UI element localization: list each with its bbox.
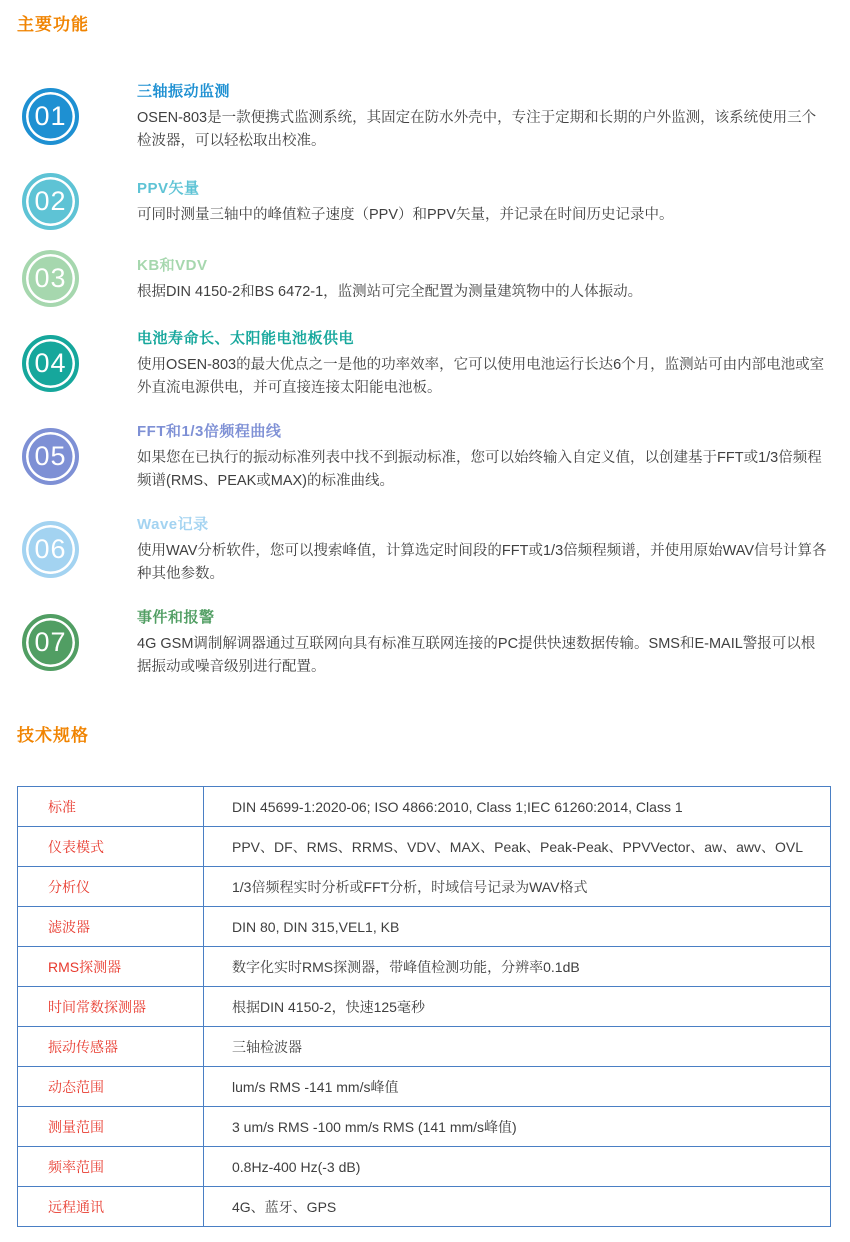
spec-label: 动态范围 (18, 1067, 204, 1107)
feature-item (22, 250, 833, 307)
table-row (18, 907, 831, 947)
feature-description: 如果您在已执行的振动标准列表中找不到振动标准，您可以始终输入自定义值，以创建基于FFT或1/3倍频程频谱(RMS、PEAK或MAX)的标准曲线。 (137, 450, 822, 489)
feature-body (137, 177, 829, 227)
spec-value: 数字化实时RMS探测器，带峰值检测功能，分辨率0.1dB (204, 947, 831, 987)
feature-description: OSEN-803是一款便携式监测系统，其固定在防水外壳中，专注于定期和长期的户外监测，该系统使用三个检波器，可以轻松取出校准。 (137, 110, 817, 149)
spec-value: PPV、DF、RMS、RRMS、VDV、MAX、Peak、Peak-Peak、PPVVector、aw、awv、OVL (204, 827, 831, 867)
specs-section-title: 技术规格 (17, 726, 89, 745)
spec-label: RMS探测器 (18, 947, 204, 987)
feature-body (137, 80, 829, 153)
spec-value: 根据DIN 4150-2，快速125毫秒 (204, 987, 831, 1027)
feature-description: 4G GSM调制解调器通过互联网向具有标准互联网连接的PC提供快速数据传输。SMS和E-MAIL警报可以根据振动或噪音级别进行配置。 (137, 636, 816, 675)
feature-number-badge: 05 (22, 428, 79, 485)
feature-description: 使用WAV分析软件，您可以搜索峰值，计算选定时间段的FFT或1/3倍频程频谱，并使用原始WAV信号计算各种其他参数。 (137, 543, 827, 582)
table-row (18, 1107, 831, 1147)
table-row (18, 1147, 831, 1187)
spec-value: 4G、蓝牙、GPS (204, 1187, 831, 1227)
spec-label: 振动传感器 (18, 1027, 204, 1067)
spec-value: DIN 45699-1:2020-06; ISO 4866:2010, Class 1;IEC 61260:2014, Class 1 (204, 787, 831, 827)
feature-item (22, 513, 833, 586)
feature-item (22, 420, 833, 493)
table-row (18, 987, 831, 1027)
feature-body (137, 254, 829, 304)
feature-item (22, 173, 833, 230)
spec-value: 1/3倍频程实时分析或FFT分析，时域信号记录为WAV格式 (204, 867, 831, 907)
feature-number-badge: 03 (22, 250, 79, 307)
features-section-title: 主要功能 (17, 15, 89, 34)
feature-description: 根据DIN 4150-2和BS 6472-1，监测站可完全配置为测量建筑物中的人体振动。 (137, 283, 643, 300)
feature-item (22, 327, 833, 400)
feature-body (137, 513, 829, 586)
spec-label: 远程通讯 (18, 1187, 204, 1227)
feature-title: 三轴振动监测 (137, 83, 231, 100)
feature-title: FFT和1/3倍频程曲线 (137, 423, 282, 440)
feature-item (22, 606, 833, 679)
spec-value: 0.8Hz-400 Hz(-3 dB) (204, 1147, 831, 1187)
spec-value: DIN 80, DIN 315,VEL1, KB (204, 907, 831, 947)
feature-number-badge: 02 (22, 173, 79, 230)
table-row (18, 1067, 831, 1107)
feature-number-badge: 06 (22, 521, 79, 578)
table-row (18, 947, 831, 987)
table-row (18, 1187, 831, 1227)
spec-value: 三轴检波器 (204, 1027, 831, 1067)
spec-label: 频率范围 (18, 1147, 204, 1187)
feature-title: PPV矢量 (137, 179, 200, 197)
feature-number-badge: 07 (22, 614, 79, 671)
spec-label: 滤波器 (18, 907, 204, 947)
feature-description: 可同时测量三轴中的峰值粒子速度（PPV）和PPV矢量，并记录在时间历史记录中。 (137, 206, 674, 223)
feature-body (137, 327, 829, 400)
spec-value: lum/s RMS -141 mm/s峰值 (204, 1067, 831, 1107)
feature-number-badge: 04 (22, 335, 79, 392)
feature-description: 使用OSEN-803的最大优点之一是他的功率效率，它可以使用电池运行长达6个月，监测站可由内部电池或室外直流电源供电，并可直接连接太阳能电池板。 (137, 357, 825, 396)
spec-label: 分析仪 (18, 867, 204, 907)
specs-table (17, 786, 831, 1227)
table-row (18, 827, 831, 867)
feature-title: Wave记录 (137, 516, 209, 533)
spec-label: 时间常数探测器 (18, 987, 204, 1027)
table-row (18, 787, 831, 827)
features-list (22, 80, 833, 679)
feature-body (137, 420, 829, 493)
spec-label: 测量范围 (18, 1107, 204, 1147)
feature-title: 电池寿命长、太阳能电池板供电 (137, 330, 355, 347)
spec-value: 3 um/s RMS -100 mm/s RMS (141 mm/s峰值) (204, 1107, 831, 1147)
feature-item (22, 80, 833, 153)
table-row (18, 1027, 831, 1067)
spec-label: 仪表模式 (18, 827, 204, 867)
feature-title: 事件和报警 (137, 609, 215, 626)
feature-title: KB和VDV (137, 256, 208, 274)
feature-number-badge: 01 (22, 88, 79, 145)
spec-label: 标准 (18, 787, 204, 827)
table-row (18, 867, 831, 907)
feature-body (137, 606, 829, 679)
